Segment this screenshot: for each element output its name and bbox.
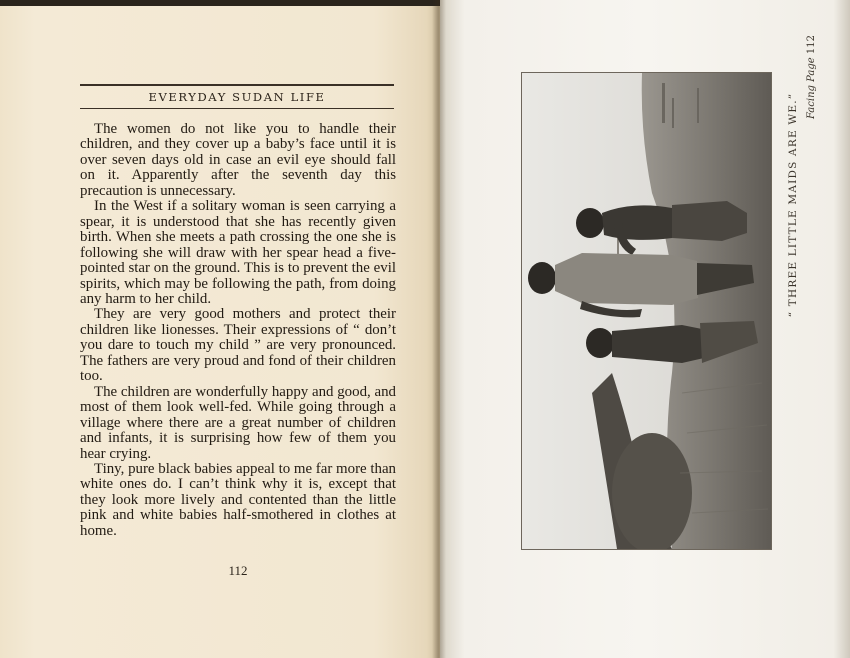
facing-label-text: Facing Page: [806, 57, 817, 119]
body-text: [80, 122, 396, 539]
facing-page-label: [806, 22, 817, 132]
paragraph: Tiny, pure black babies appeal to me far more than white ones do. I can’t think why it is, except that they look more lively and contented than the little pink and white babies half-smothered in clothes at home.: [80, 460, 396, 539]
photograph: [521, 72, 772, 550]
paragraph: In the West if a solitary woman is seen carrying a spear, it is understood that she has recently given birth. When she meets a path crossing the one she is following she will draw with her spear head a five-pointed star on the ground. This is to prevent the evil spirits, which may be following the path, from doing any harm to her child.: [80, 198, 396, 307]
book-gutter: [432, 0, 446, 658]
running-head: EVERYDAY SUDAN LIFE: [148, 90, 326, 104]
page-number: 112: [228, 563, 248, 578]
photo-illustration: [522, 73, 771, 549]
facing-page-number: 112: [806, 35, 817, 55]
header-rule-bottom: [80, 108, 394, 109]
paragraph: The women do not like you to handle their children, and they cover up a baby’s face until it is over seven days old in case an evil eye should fall on it. Apparently after the seventh day this precaution is unnecessary.: [80, 121, 396, 199]
paragraph: The children are wonderfully happy and good, and most of them look well-fed. While going through a village where there are a great number of children and infants, it is surprising how few of them you hear crying.: [80, 383, 396, 462]
photo-caption: “ THREE LITTLE MAIDS ARE WE.”: [787, 92, 799, 318]
paragraph: They are very good mothers and protect their children like lionesses. Their expressions of “ don’t you dare to touch my child ” are very pronounced. The fathers are very proud and fond of their children too.: [80, 306, 396, 385]
header-rule-top: [80, 84, 394, 86]
